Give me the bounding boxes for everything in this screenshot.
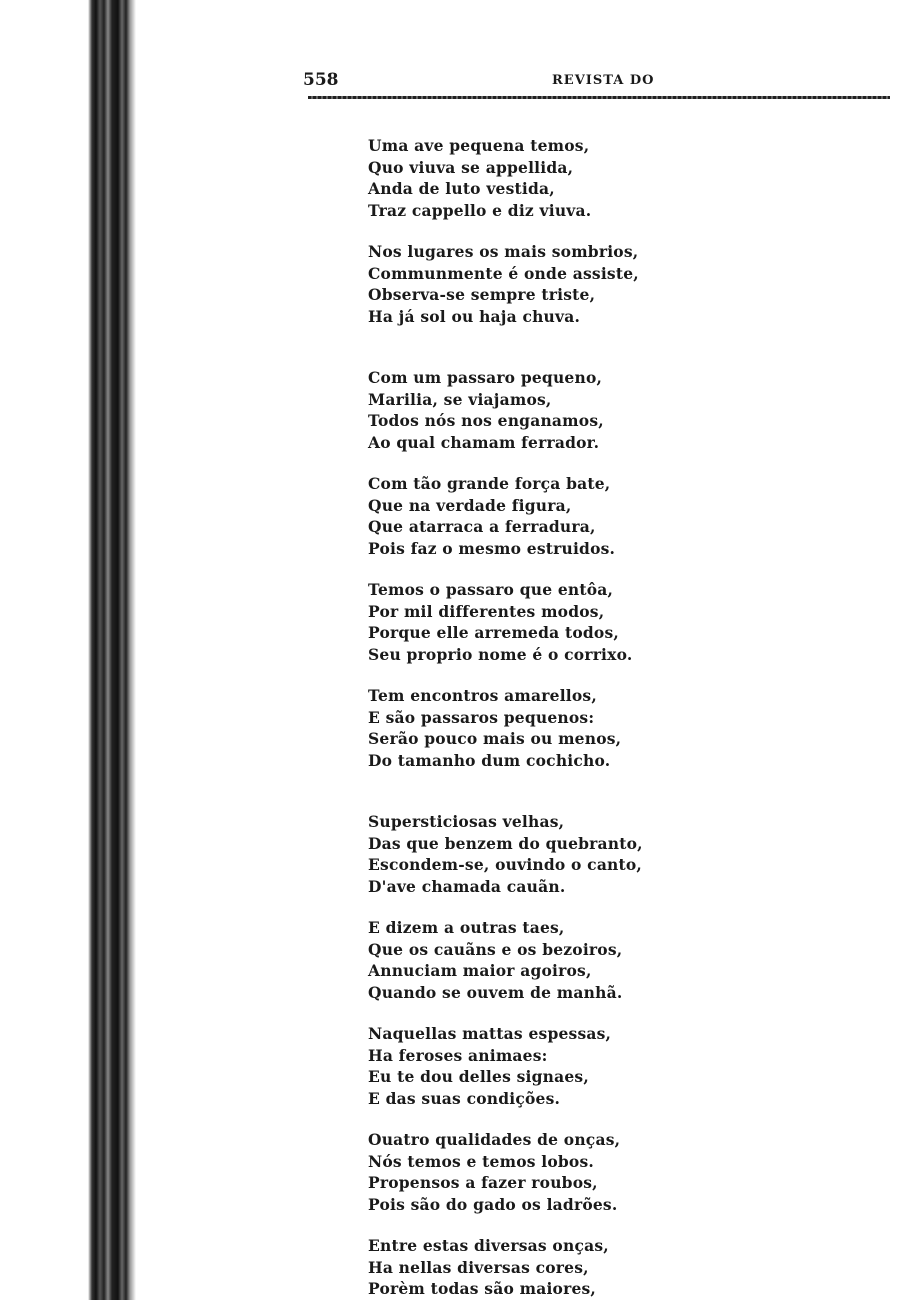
verse-line: Propensos a fazer roubos, [368,1173,598,1192]
verse-line: Ha feroses animaes: [368,1045,548,1065]
verse-line: Seu proprio nome é o corrixo. [368,644,633,664]
stanza [368,811,643,897]
stanza [368,1023,611,1109]
verse-line: Com tão grande força bate, [368,474,611,493]
verse-line: Observa-se sempre triste, [368,285,596,304]
verse-line: Nós temos e temos lobos. [368,1151,594,1171]
verse-line: D'ave chamada cauãn. [368,876,566,896]
verse-line: Todos nós nos enganamos, [368,411,604,430]
stanza [368,367,604,453]
verse-line: Que atarraca a ferradura, [368,517,596,536]
verse-line: Uma ave pequena temos, [368,136,590,155]
stanza [368,1235,609,1300]
header-rule [308,96,890,99]
verse-line: Que na verdade figura, [368,495,572,515]
stanza [368,1129,620,1215]
verse-line: Naquellas mattas espessas, [368,1024,612,1043]
verse-line: Porque elle arremeda todos, [368,623,619,642]
verse-line: Ouatro qualidades de onças, [368,1130,621,1149]
stanza [368,579,632,665]
verse-line: Traz cappello e diz viuva. [368,200,592,220]
verse-line: E são passaros pequenos: [368,707,595,727]
verse-line: Que os cauãns e os bezoiros, [368,939,623,959]
stanza [368,685,621,771]
verse-line: Ha nellas diversas cores, [368,1257,589,1277]
verse-line: Serão pouco mais ou menos, [368,729,622,748]
verse-line: Das que benzem do quebranto, [368,833,643,853]
verse-line: Annuciam maior agoiros, [368,961,592,980]
verse-line: Pois faz o mesmo estruidos. [368,538,616,558]
verse-line: Porèm todas são maiores, [368,1279,597,1298]
verse-line: Supersticiosas velhas, [368,812,565,831]
verse-line: Entre estas diversas onças, [368,1236,609,1255]
verse-line: E dizem a outras taes, [368,918,565,937]
verse-line: Quo viuva se appellida, [368,157,574,177]
running-title: REVISTA DO [552,73,655,88]
verse-line: Nos lugares os mais sombrios, [368,242,639,261]
verse-line: Tem encontros amarellos, [368,686,597,705]
verse-line: Temos o passaro que entôa, [368,580,614,599]
verse-line: Marilia, se viajamos, [368,389,552,409]
book-binding-edge [88,0,136,1300]
stanza [368,241,639,327]
verse-line: Communmente é onde assiste, [368,263,639,283]
verse-line: Com um passaro pequeno, [368,368,603,387]
stanza [368,135,591,221]
verse-line: Quando se ouvem de manhã. [368,982,623,1002]
verse-line: Do tamanho dum cochicho. [368,750,611,770]
page-number: 558 [303,70,339,90]
stanza [368,473,615,559]
verse-line: Ao qual chamam ferrador. [368,432,600,452]
verse-line: Por mil differentes modos, [368,601,605,621]
verse-line: Pois são do gado os ladrões. [368,1194,618,1214]
stanza [368,917,622,1003]
verse-line: Anda de luto vestida, [368,179,555,198]
verse-line: Ha já sol ou haja chuva. [368,306,581,326]
verse-line: Eu te dou delles signaes, [368,1067,589,1086]
verse-line: E das suas condições. [368,1088,561,1108]
verse-line: Escondem-se, ouvindo o canto, [368,855,643,874]
